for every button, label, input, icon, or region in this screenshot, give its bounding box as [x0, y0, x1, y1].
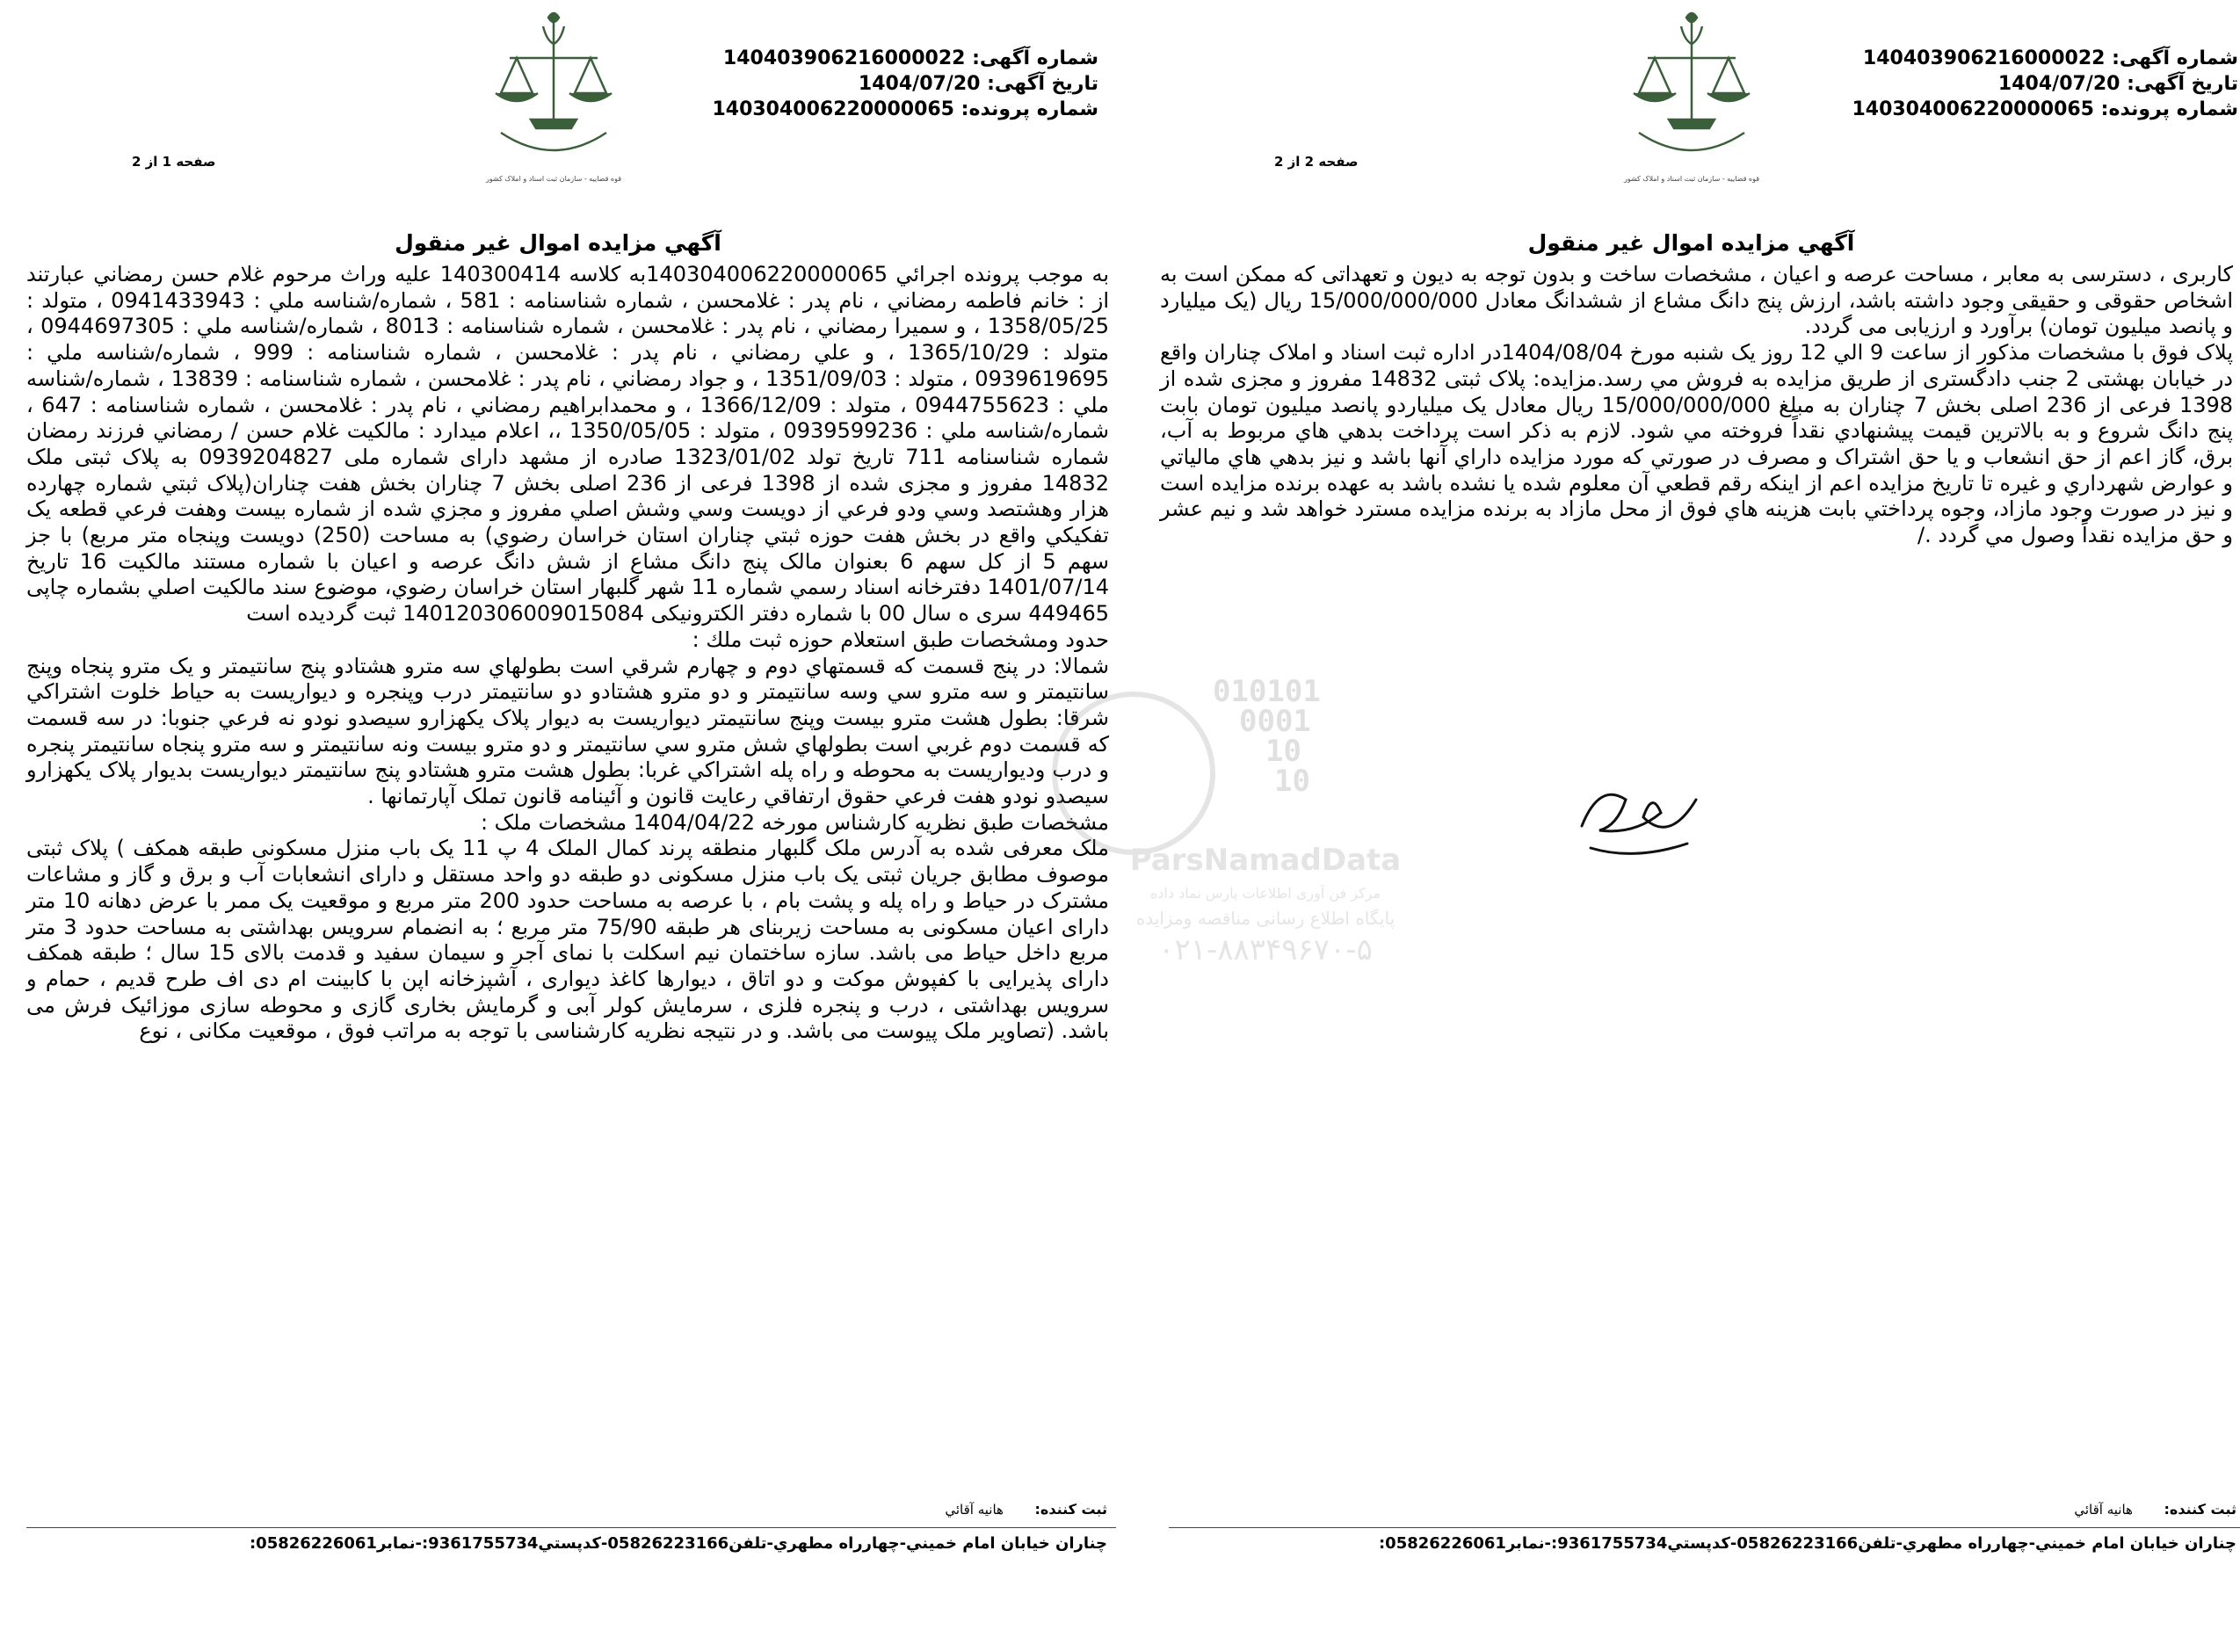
parsnamad-watermark: [1011, 677, 1468, 993]
signature-icon: [1564, 764, 1705, 870]
watermark-line2: پایگاه اطلاع رسانی مناقصه ومزایده: [1135, 908, 1395, 929]
file-number: شماره پرونده: 140304006220000065: [712, 98, 1098, 120]
page-number: صفحه 1 از 2: [132, 154, 216, 170]
page-1: [0, 0, 1116, 1652]
paragraph: مشخصات طبق نظريه کارشناس مورخه 1404/04/22 مشخصات ملک :: [480, 809, 1109, 835]
emblem-caption: قوه قضاییه - سازمان ثبت اسناد و املاک کشور: [1623, 175, 1760, 183]
divider: [1169, 1527, 2240, 1528]
registrar-label: ثبت کننده:: [1034, 1501, 1107, 1518]
judiciary-emblem-icon: [475, 5, 633, 199]
paragraph: شمالا: در پنج قسمت که قسمتهاي دوم و چهارم شرقي است بطولهاي سه مترو هشتادو پنج سانتيمتر و يک مترو پنجاه وپنج سانتيمتر و سه مترو سي وسه سانتيمتر و دو مترو هشتادو دو سانتيمتر درب وپنجره و ديواريست به حياط خلوت اشتراکي شرقا: بطول هشت مترو بيست وپنج سانتيمتر ديواريست به ديوار پلاک يکهزارو سيصدو نودو نه فرعي جنوبا: در سه قسمت که قسمت دوم غربي است بطولهاي شش مترو سي سانتيمتر و دو مترو بيست ونه سانتيمتر و سه مترو پنجاه سانتيمتر پنجره و درب وديواريست به محوطه و راه پله اشتراکي غربا: بطول هشت مترو هشتادو پنج سانتيمتر ديواريست بديوار پلاک يکهزارو سيصدو نودو هفت فرعي حقوق ارتفاقي رعايت قانون و آئينامه قانون تملک آپارتمانها .: [26, 653, 1109, 809]
notice-body: [26, 262, 1109, 1045]
watermark-binary: 10: [1265, 734, 1301, 769]
watermark-line1: مرکز فن آوری اطلاعات پارس نماد داده: [1149, 885, 1381, 902]
ad-date: تاریخ آگهی: 1404/07/20: [858, 73, 1098, 95]
page-number: صفحه 2 از 2: [1274, 154, 1359, 170]
paragraph: کاربری ، دسترسی به معابر ، مساحت عرصه و اعیان ، مشخصات ساخت و بدون توجه به دیون و تعهداتی که ممکن است به اشخاص حقوقی و حقیقی وجود داشته باشد، ارزش پنج دانگ مشاع از ششدانگ معادل 15/000/000/000 ریال (یک میلیارد و پانصد میلیون تومان) برآورد و ارزیابی می گردد.: [1160, 262, 2233, 339]
ad-meta: [1852, 46, 2238, 122]
paragraph: ملک معرفی شده به آدرس ملک گلبهار منطقه پرند کمال الملک 4 پ 11 یک باب منزل مسکونی طبقه همکف ) پلاک ثبتی موصوف مطابق جریان ثبتی یک باب منزل مسکونی دو طبقه دو واحد مستقل و دارای انشعابات آب و برق و گاز و مشاعات مشترک در حیاط و راه پله و پشت بام ، با عرصه به مساحت حدود 200 متر مربع و موقعیت یک ممر با عرض دهانه 10 متر دارای اعیان مسکونی به مساحت زیربنای هر طبقه 75/90 متر مربع ؛ به انضمام سرویس بهداشتی به مساحت حدود 3 متر مربع داخل حیاط می باشد. سازه ساختمان نیم اسکلت با نمای آجر و سیمان سفید و قدمت بالای 15 سال ؛ طبقه همکف دارای پذیرایی با کفپوش موکت و دو اتاق ، دیوارها کاغذ دیواری ، آشپزخانه اپن با کابینت ام دی اف طرح قدیم ، حمام و سرویس بهداشتی ، درب و پنجره فلزی ، سرمایش کولر آبی و گرمایش بخاری گازی و محوطه سازی موزائیک فرش می باشد. (تصاویر ملک پیوست می باشد. و در نتیجه نظریه کارشناسی با توجه به مراتب فوق ، موقعیت مکانی ، نوع: [26, 836, 1110, 1044]
notice-body: [1160, 262, 2233, 549]
watermark-binary: 010101: [1213, 677, 1321, 709]
registrar: [2074, 1501, 2236, 1518]
registrar-name: هانيه آقائي: [945, 1502, 1004, 1518]
watermark-phone: ۰۲۱-۸۸۳۴۹۶۷۰-۵: [1158, 932, 1373, 967]
watermark-binary: 0001: [1239, 704, 1311, 739]
ad-date: تاریخ آگهی: 1404/07/20: [1997, 73, 2238, 95]
file-number: شماره پرونده: 140304006220000065: [1852, 98, 2238, 120]
registrar: [945, 1501, 1107, 1518]
footer-address: چناران خيابان امام خميني-چهارراه مطهري-تلفن05826223166-کدپستي9361755734:-نمابر05826226061:: [1378, 1534, 2236, 1553]
paragraph: پلاک فوق با مشخصات مذکور از ساعت 9 الي 12 روز يک شنبه مورخ 1404/08/04در اداره ثبت اسناد و املاک چناران واقع در خیابان بهشتی 2 جنب دادگستری از طريق مزايده به فروش مي رسد.مزایده: پلاک ثبتی 14832 مفروز و مجزی شده از 1398 فرعی از 236 اصلی بخش 7 چناران به مبلغ 15/000/000/000 ریال معادل یک میلیاردو پانصد میلیون تومان بابت پنج دانگ شروع و به بالاترين قيمت پيشنهادي نقداً فروخته مي شود. لازم به ذکر است پرداخت بدهي هاي مربوط به آب، برق، گاز اعم از حق انشعاب و يا حق اشتراک و مصرف در صورتي که مورد مزايده داراي آنها باشد و نيز بدهي هاي مالياتي و عوارض شهرداري و غيره تا تاريخ مزايده اعم از اينکه رقم قطعي آن معلوم شده يا نشده باشد به عهده برنده مزايده است و نيز در صورت وجود مازاد، وجوه پرداختي بابت هزينه هاي فوق از محل مازاد به برنده مزايده مسترد خواهد شد و نيم عشر و حق مزايده نقداً وصول مي گردد ./: [1160, 340, 2234, 548]
emblem-caption: قوه قضاییه - سازمان ثبت اسناد و املاک کشور: [485, 175, 622, 183]
watermark-brand: ParsNamadData: [1129, 843, 1402, 878]
registrar-name: هانيه آقائي: [2074, 1502, 2133, 1518]
registrar-label: ثبت کننده:: [2164, 1501, 2236, 1518]
footer-address: چناران خيابان امام خميني-چهارراه مطهري-تلفن05826223166-کدپستي9361755734:-نمابر05826226061:: [249, 1534, 1107, 1553]
ad-number: شماره آگهی: 140403906216000022: [722, 47, 1098, 69]
watermark-binary: 10: [1274, 764, 1310, 799]
page-title: آگهي مزايده اموال غير منقول: [395, 230, 721, 256]
paragraph: به موجب پرونده اجرائي 140304006220000065به کلاسه 140300414 عليه وراث مرحوم غلام حسن رمضاني عبارتند از : خانم فاطمه رمضاني ، نام پدر : غلامحسن ، شماره شناسنامه : 581 ، شماره/شناسه ملي : 0941433943 ، متولد : 1358/05/25 ، و سميرا رمضاني ، نام پدر : غلامحسن ، شماره شناسنامه : 8013 ، شماره/شناسه ملي : 0944697305 ، متولد : 1365/10/29 ، و علي رمضاني ، نام پدر : غلامحسن ، شماره شناسنامه : 999 ، شماره/شناسه ملي : 0939619695 ، متولد : 1351/09/03 ، و جواد رمضاني ، نام پدر : غلامحسن ، شماره شناسنامه : 13839 ، شماره/شناسه ملي : 0944755623 ، متولد : 1366/12/09 ، و محمدابراهيم رمضاني ، نام پدر : غلامحسن ، شماره شناسنامه : 647 ، شماره/شناسه ملي : 0939599236 ، متولد : 1350/05/05 ،، اعلام ميدارد : مالکيت غلام حسن / رمضاني فرزند رمضان شماره شناسنامه 711 تاريخ تولد 1323/01/02 صادره از مشهد داراى شماره ملی 0939204827 به پلاک ثبتی ملک 14832 مفروز و مجزی شده از 1398 فرعی از 236 اصلی بخش 7 چناران بخش هفت چناران(پلاک ثبتي شماره چهارده هزار وهشتصد وسي ودو فرعي از دويست وسي وشش اصلي مفروز و مجزي شده از شماره بيست وهفت فرعي قطعه يک تفکيکي واقع در بخش هفت حوزه ثبتي چناران استان خراسان رضوي) به مساحت (250) دويست وپنجاه متر مربع) با جز سهم 5 از کل سهم 6 بعنوان مالک پنج دانگ مشاع از شش دانگ عرصه و اعيان با شماره مستند مالکيت 16 تاريخ 1401/07/14 دفترخانه اسناد رسمي شماره 11 شهر گلبهار استان خراسان رضوي، موضوع سند مالکيت اصلي بشماره چاپى 449465 سرى ه سال 00 با شماره دفتر الکترونيکى 140120306009015084 ثبت گرديده است: [26, 262, 1110, 627]
judiciary-emblem-icon: [1613, 5, 1771, 199]
divider: [26, 1527, 1116, 1528]
page-title: آگهي مزايده اموال غير منقول: [1527, 230, 1855, 256]
ad-meta: [712, 46, 1098, 122]
paragraph: حدود ومشخصات طبق استعلام حوزه ثبت ملك :: [692, 627, 1109, 652]
ad-number: شماره آگهی: 140403906216000022: [1862, 47, 2238, 69]
